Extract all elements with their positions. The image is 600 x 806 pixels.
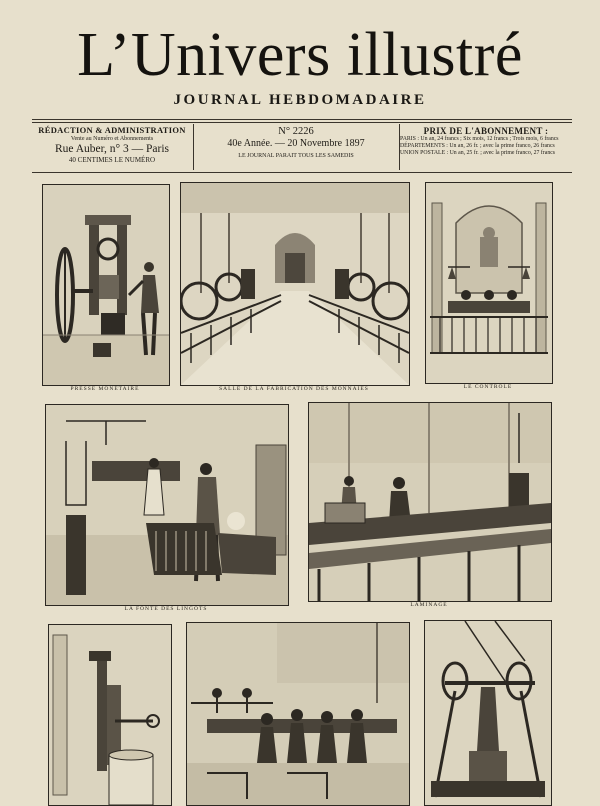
caption-ingot-casting: LA FONTE DES LINGOTS [124, 606, 208, 612]
issue-price: 40 CENTIMES LE NUMÉRO [68, 155, 156, 164]
caption-minting-hall: SALLE DE LA FABRICATION DES MONNAIES [219, 386, 369, 392]
admin-heading: RÉDACTION & ADMINISTRATION [38, 125, 186, 135]
ingot-casting-engraving [46, 405, 288, 605]
illustration-minting-hall [180, 182, 410, 386]
issue-block [194, 126, 398, 159]
illustration-ingot-casting [45, 404, 289, 606]
caption-coin-press: PRESSE MONÉTAIRE [70, 386, 140, 392]
control-room-engraving [426, 183, 552, 383]
illustration-balancier [424, 620, 552, 806]
workshop-engraving [187, 623, 409, 805]
illustration-cutting-machine [48, 624, 172, 806]
coin-press-engraving [43, 185, 169, 385]
cutting-machine-engraving [49, 625, 171, 805]
admin-address: Rue Auber, n° 3 — Paris [54, 142, 170, 155]
caption-rolling-mill: LAMINAGE [410, 602, 448, 608]
administration-block [32, 126, 192, 164]
minting-hall-engraving [181, 183, 409, 385]
rolling-mill-engraving [309, 403, 551, 601]
illustration-control-room [425, 182, 553, 384]
balancier-engraving [425, 621, 551, 805]
illustration-rolling-mill [308, 402, 552, 602]
masthead-title: L’Univers illustré [77, 21, 523, 89]
header-rule-top [32, 119, 572, 120]
illustration-workshop [186, 622, 410, 806]
rate-departements: DÉPARTEMENTS : Un an, 26 fr. ; avec la prime franco, 26 francs [400, 143, 555, 149]
issue-number: N° 2226 [278, 126, 314, 137]
admin-note: Vente au Numéro et Abonnements [70, 135, 154, 142]
header-rule-bottom [32, 172, 572, 173]
subscription-block [400, 126, 572, 156]
caption-control-room: LE CONTROLE [463, 384, 513, 390]
masthead-subtitle: JOURNAL HEBDOMADAIRE [173, 92, 427, 108]
header-rule-top-double [32, 122, 572, 123]
subscription-heading: PRIX DE L'ABONNEMENT : [423, 126, 549, 136]
illustration-coin-press [42, 184, 170, 386]
issue-date: 40e Année. — 20 Novembre 1897 [227, 138, 365, 150]
publication-schedule: LE JOURNAL PARAIT TOUS LES SAMEDIS [238, 152, 354, 159]
rate-union: UNION POSTALE : Un an, 25 fr. ; avec la prime franco, 27 francs [400, 149, 556, 156]
rate-paris: PARIS : Un an, 24 francs ; Six mois, 12 francs ; Trois mois, 6 francs [400, 136, 559, 143]
